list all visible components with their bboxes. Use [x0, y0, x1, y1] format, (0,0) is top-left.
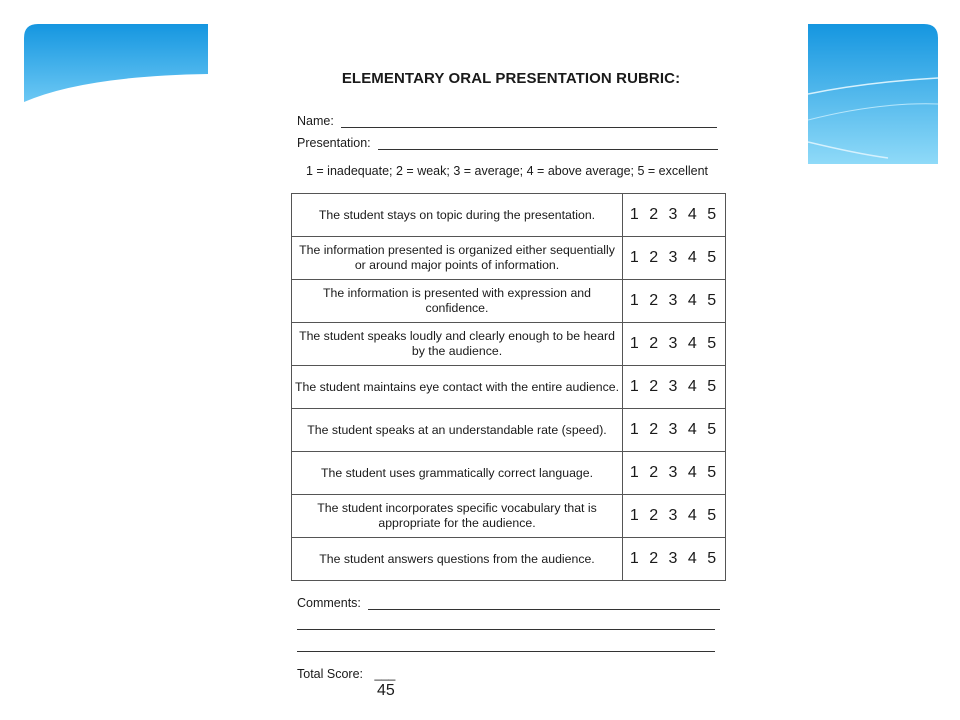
score-scale[interactable]: 1 2 3 4 5 [623, 538, 726, 581]
presentation-field[interactable] [297, 136, 718, 150]
total-score-field[interactable] [297, 667, 395, 681]
criterion-text: The student speaks at an understandable rate (speed). [292, 409, 623, 452]
score-scale[interactable]: 1 2 3 4 5 [623, 495, 726, 538]
criterion-text: The student uses grammatically correct language. [292, 452, 623, 495]
score-scale[interactable]: 1 2 3 4 5 [623, 366, 726, 409]
score-scale[interactable]: 1 2 3 4 5 [623, 237, 726, 280]
total-score-max: 45 [377, 682, 395, 699]
criterion-text: The student incorporates specific vocabulary that is appropriate for the audience. [292, 495, 623, 538]
criterion-text: The information is presented with expression and confidence. [292, 280, 623, 323]
score-scale[interactable]: 1 2 3 4 5 [623, 323, 726, 366]
comments-field[interactable] [297, 596, 720, 610]
criterion-text: The information presented is organized either sequentially or around major points of information. [292, 237, 623, 280]
table-row [292, 452, 726, 495]
name-label: Name: [297, 114, 334, 128]
presentation-blank-line[interactable] [378, 137, 718, 150]
scale-legend: 1 = inadequate; 2 = weak; 3 = average; 4 = above average; 5 = excellent [305, 164, 709, 178]
score-scale[interactable]: 1 2 3 4 5 [623, 194, 726, 237]
name-field[interactable] [297, 114, 717, 128]
table-row [292, 194, 726, 237]
table-row [292, 366, 726, 409]
comments-label: Comments: [297, 596, 361, 610]
rubric-table [291, 193, 726, 581]
table-row [292, 538, 726, 581]
corner-swoosh-left [24, 24, 208, 104]
comments-line-2[interactable] [297, 629, 715, 630]
name-blank-line[interactable] [341, 115, 717, 128]
table-row [292, 495, 726, 538]
presentation-label: Presentation: [297, 136, 371, 150]
criterion-text: The student maintains eye contact with the entire audience. [292, 366, 623, 409]
table-row [292, 237, 726, 280]
comments-blank-line[interactable] [368, 597, 720, 610]
total-score-blank[interactable]: ___ [374, 667, 396, 681]
total-score-label: Total Score: [297, 667, 364, 681]
comments-line-3[interactable] [297, 651, 715, 652]
criterion-text: The student stays on topic during the presentation. [292, 194, 623, 237]
corner-swoosh-right [808, 24, 938, 164]
criterion-text: The student answers questions from the audience. [292, 538, 623, 581]
score-scale[interactable]: 1 2 3 4 5 [623, 452, 726, 495]
score-scale[interactable]: 1 2 3 4 5 [623, 280, 726, 323]
criterion-text: The student speaks loudly and clearly enough to be heard by the audience. [292, 323, 623, 366]
table-row [292, 409, 726, 452]
table-row [292, 280, 726, 323]
rubric-title: ELEMENTARY ORAL PRESENTATION RUBRIC: [341, 70, 681, 87]
score-scale[interactable]: 1 2 3 4 5 [623, 409, 726, 452]
table-row [292, 323, 726, 366]
